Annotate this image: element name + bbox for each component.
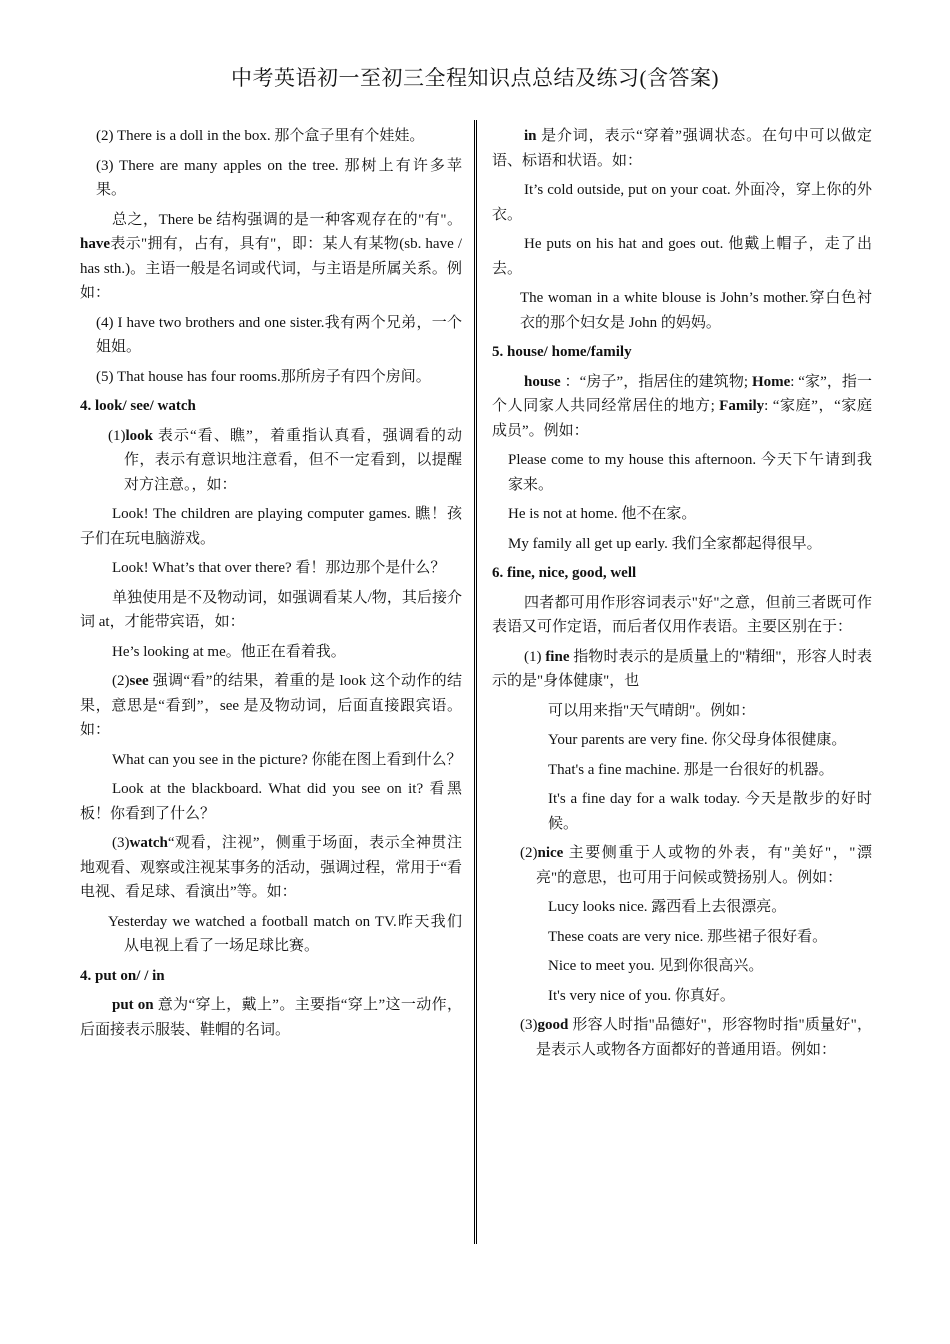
example-line: My family all get up early. 我们全家都起得很早。 [508,535,822,552]
text: ：“房子”，指居住的建筑物; [560,373,752,390]
text: 主要侧重于人或物的外表，有"美好"，"漂亮"的意思，也可用于问候或赞扬别人。例如： [536,845,872,886]
keyword: nice [537,845,564,861]
paragraph [492,1013,872,1062]
section-heading: 5. house/ home/family [492,344,632,360]
example-line: Please come to my house this afternoon. 今天下午请到我家来。 [508,452,872,493]
example-line: It’s cold outside, put on your coat. 外面冷，穿上你的外衣。 [492,182,872,223]
paragraph [80,208,462,306]
example-line: (5) That house has four rooms.那所房子有四个房间。 [96,368,431,385]
text: 意为“穿上，戴上”。主要指“穿上”这一动作，后面接表示服装、鞋帽的名词。 [80,997,462,1038]
keyword: Home [751,373,791,390]
section-heading: 6. fine, nice, good, well [492,565,637,581]
example-line: Lucy looks nice. 露西看上去很漂亮。 [548,899,787,915]
paragraph: 四者都可用作形容词表示"好"之意，但前三者既可作表语又可作定语，而后者仅用作表语。主要区别在于： [492,594,872,635]
example-line: Yesterday we watched a football match on TV.昨天我们从电视上看了一场足球比赛。 [108,913,462,954]
example-line: That's a fine machine. 那是一台很好的机器。 [548,761,834,778]
text: 强调“看”的结果，着重的是 look 这个动作的结果，意思是“看到”，see 是及物动词，后面直接跟宾语。如： [80,673,462,738]
keyword: watch [129,835,168,851]
text: 形容人时指"品德好"，形容物时指"质量好"，是表示人或物各方面都好的普通用语。例如： [536,1017,872,1058]
text: 表示“看、瞧”，着重指认真看，强调看的动作，表示有意识地注意看，但不一定看到，以提醒对方注意。，如： [124,427,462,493]
text: (1) [524,648,546,665]
section-heading: 4. put on/ / in [80,967,165,984]
text: (2) [520,845,538,861]
paragraph [80,993,462,1042]
example-line: Your parents are very fine. 你父母身体很健康。 [548,732,847,748]
paragraph [80,831,462,905]
page-title: 中考英语初一至初三全程知识点总结及练习(含答案) [231,66,719,90]
paragraph [492,841,872,890]
left-column [80,124,462,1047]
paragraph: 单独使用是不及物动词，如强调看某人/物，其后接介词 at，才能带宾语，如： [80,589,462,630]
example-line: (3) There are many apples on the tree. 那树上有许多苹果。 [96,157,462,198]
paragraph [492,645,872,694]
example-line: (2) There is a doll in the box. 那个盒子里有个娃娃。 [96,128,425,144]
text: (2) [112,673,130,689]
text: (3) [112,835,130,851]
text: 表示"拥有，占有，具有"，即：某人有某物(sb. have / has sth.)。主语一般是名词或代词，与主语是所属关系。例如： [80,236,462,301]
paragraph [80,424,462,498]
example-line: The woman in a white blouse is John’s mother.穿白色衬衣的那个妇女是 John 的妈妈。 [520,290,872,331]
keyword: have [80,236,110,252]
keyword: look [125,427,154,444]
example-line: (4) I have two brothers and one sister.我有两个兄弟，一个姐姐。 [96,314,462,355]
section-heading: 4. look/ see/ watch [80,398,196,414]
example-line: It's very nice of you. 你真好。 [548,987,735,1004]
text: 指物时表示的是质量上的"精细"，形容人时表示的是"身体健康"，也 [492,648,872,689]
example-line: These coats are very nice. 那些裙子很好看。 [548,928,828,945]
example-line: He puts on his hat and goes out. 他戴上帽子，走了出去。 [492,236,872,277]
example-line: Look at the blackboard. What did you see on it? 看黑板！你看到了什么？ [80,781,462,822]
paragraph [492,370,872,444]
example-line: What can you see in the picture? 你能在图上看到什么？ [112,751,462,768]
right-column [492,124,872,1067]
text: “观看，注视”，侧重于场面，表示全神贯注地观看、观察或注视某事务的活动，强调过程，常用于“看电视、看足球、看演出”等。如： [80,835,462,900]
column-divider [474,120,477,1244]
example-line: Nice to meet you. 见到你很高兴。 [548,958,764,974]
example-line: It's a fine day for a walk today. 今天是散步的好时候。 [548,791,872,832]
text: 总之，There be 结构强调的是一种客观存在的"有"。 [112,211,462,228]
paragraph [80,669,462,743]
keyword: good [537,1017,569,1033]
text: 是介词，表示“穿着”强调状态。在句中可以做定语、标语和状语。如： [492,128,872,169]
example-line: Look! The children are playing computer games. 瞧！孩子们在玩电脑游戏。 [80,506,462,547]
text: : “家”，指一个人同家人共同经常居住的地方; [492,373,873,414]
paragraph: 可以用来指"天气晴朗"。例如： [548,702,756,719]
keyword: put on [112,997,154,1013]
keyword: fine [545,648,570,665]
example-line: Look! What’s that over there? 看！那边那个是什么？ [112,560,446,576]
example-line: He is not at home. 他不在家。 [508,506,697,522]
text: (1) [108,427,126,444]
keyword: house [524,373,561,390]
example-line: He’s looking at me。他正在看着我。 [112,643,346,660]
keyword: in [524,128,537,144]
paragraph [492,124,872,173]
text: (3) [520,1017,538,1033]
keyword: see [129,673,149,689]
text: : “家庭”，“家庭成员”。例如： [492,398,872,439]
keyword: Family [719,398,765,414]
